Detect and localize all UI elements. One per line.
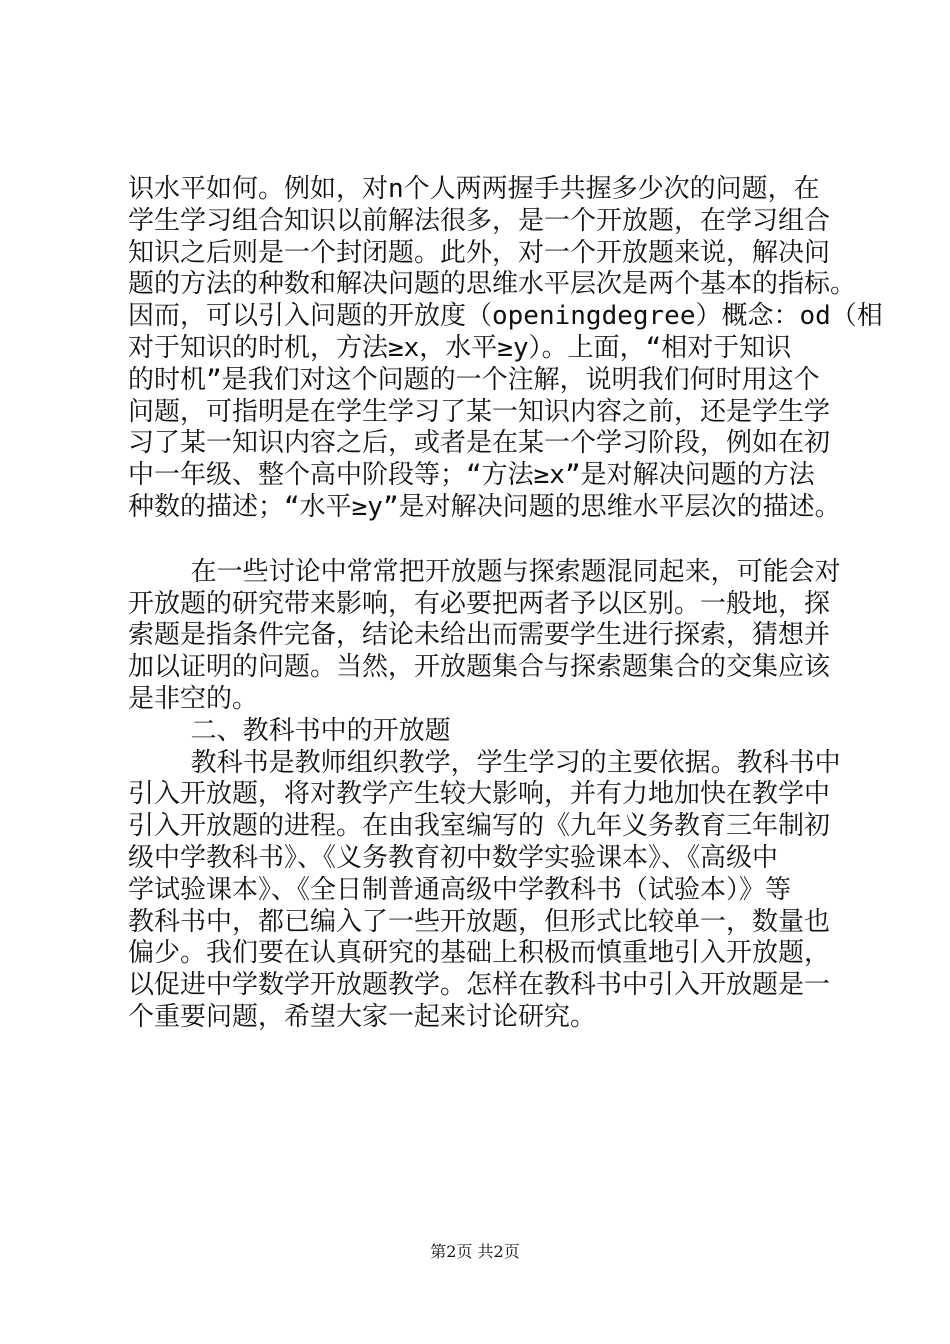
- text-line: 的时机”是我们对这个问题的一个注解，说明我们何时用这个: [128, 364, 820, 395]
- paragraph-gap: [128, 524, 840, 557]
- paragraph-1: [128, 174, 883, 524]
- text-line: 索题是指条件完备，结论未给出而需要学生进行探索，猜想并: [128, 620, 831, 651]
- text-line: 对于知识的时机，方法≥x，水平≥y）。上面，“相对于知识: [128, 332, 792, 363]
- text-line: 以促进中学数学开放题教学。怎样在教科书中引入开放题是一: [128, 970, 831, 1001]
- text-line: 知识之后则是一个封闭题。此外，对一个开放题来说，解决问: [128, 237, 831, 268]
- section-heading: 二、教科书中的开放题: [128, 715, 451, 746]
- text-line: 问题，可指明是在学生学习了某一知识内容之前，还是学生学: [128, 396, 831, 427]
- text-line: 因而，可以引入问题的开放度（openingdegree）概念：od（相: [128, 301, 883, 332]
- text-line: 学试验课本》、《全日制普通高级中学教科书（试验本）》等: [128, 874, 792, 905]
- text-line: 引入开放题的进程。在由我室编写的《九年义务教育三年制初: [128, 811, 831, 842]
- text-line: 是非空的。: [128, 683, 259, 714]
- text-line: 中一年级、整个高中阶段等；“方法≥x”是对解决问题的方法: [128, 460, 815, 491]
- text-line: 教科书中，都已编入了一些开放题，但形式比较单一，数量也: [128, 906, 831, 937]
- document-body: [128, 174, 883, 1034]
- text-line: 级中学教科书》、《义务教育初中数学实验课本》、《高级中: [128, 842, 779, 873]
- page-number-footer: 第2页 共2页: [430, 1242, 520, 1261]
- text-line: 习了某一知识内容之后，或者是在某一个学习阶段，例如在初: [128, 428, 831, 459]
- text-line: 引入开放题，将对教学产生较大影响，并有力地加快在教学中: [128, 779, 831, 810]
- text-line: 开放题的研究带来影响，有必要把两者予以区别。一般地，探: [128, 588, 831, 619]
- text-line: 偏少。我们要在认真研究的基础上积极而慎重地引入开放题，: [128, 938, 831, 969]
- text-line: 识水平如何。例如，对n个人两两握手共握多少次的问题，在: [128, 174, 820, 204]
- paragraph-3: [128, 748, 840, 1034]
- paragraph-2: [128, 557, 840, 716]
- text-line: 教科书是教师组织教学，学生学习的主要依据。教科书中: [128, 747, 841, 778]
- text-line: 在一些讨论中常常把开放题与探索题混同起来，可能会对: [128, 556, 841, 587]
- text-line: 加以证明的问题。当然，开放题集合与探索题集合的交集应该: [128, 652, 831, 683]
- text-line: 学生学习组合知识以前解法很多，是一个开放题，在学习组合: [128, 205, 831, 236]
- text-line: 个重要问题，希望大家一起来讨论研究。: [128, 1001, 597, 1032]
- text-line: 题的方法的种数和解决问题的思维水平层次是两个基本的指标。: [128, 269, 857, 300]
- text-line: 种数的描述；“水平≥y”是对解决问题的思维水平层次的描述。: [128, 491, 841, 522]
